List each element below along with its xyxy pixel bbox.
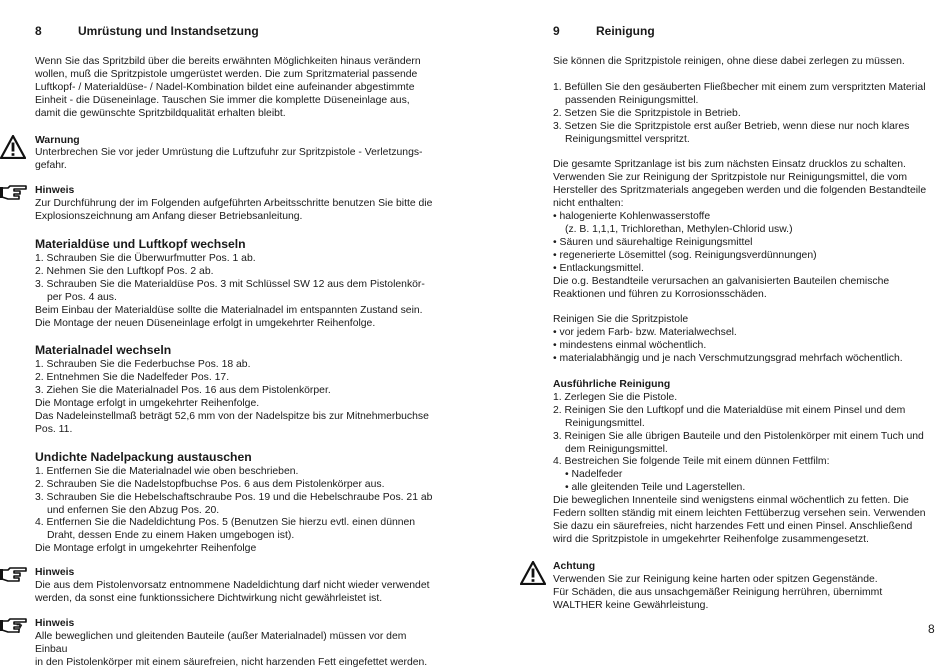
page-number: 8 [928,622,935,636]
paragraph [553,159,938,301]
list-item-continued: dem Reinigungsmittel. [565,443,668,455]
list-item: 1. Zerlegen Sie die Pistole. [553,391,678,403]
text-line: Verwenden Sie zur Reinigung keine harten oder spitzen Gegenstände. [553,573,878,585]
text-line: WALTHER keine Gewährleistung. [553,599,709,611]
right-column [553,24,938,612]
text-line: Die beweglichen Innenteile sind wenigstens einmal wöchentlich zu fetten. Die [553,495,909,507]
hint-note [35,567,440,606]
text-line: Reaktionen und führen zu Korrosionsschäden. [553,288,767,300]
list-item: 1. Befüllen Sie den gesäuberten Fließbecher mit einem zum verspritzten Material [553,81,926,93]
chapter-title: Umrüstung und Instandsetzung [78,24,259,38]
bullet-item: • vor jedem Farb- bzw. Materialwechsel. [553,327,737,339]
text-line: Verwenden Sie zur Reinigung der Spritzpistole nur Reinigungsmittel, die vom [553,172,908,184]
pointing-hand-icon [0,185,28,201]
list-item: 2. Setzen Sie die Spritzpistole in Betrieb. [553,107,741,119]
text-line: Hersteller des Spritzmaterials angegeben werden und die folgenden Bestandteile [553,185,927,197]
hint-title: Hinweis [35,185,75,197]
text-line: Die Montage erfolgt in umgekehrter Reihenfolge. [35,398,260,410]
bullet-item: • Nadelfeder [565,469,623,481]
text-line: Das Nadeleinstellmaß beträgt 52,6 mm von der Nadelspitze bis zur Mitnehmerbuchse [35,411,429,423]
text-line: Wenn Sie das Spritzbild über die bereits erwähnten Möglichkeiten hinaus verändern [35,56,421,67]
text-line: Luftkopf- / Materialdüse- / Nadel-Kombination bildet eine aufeinander abgestimmte [35,81,415,93]
text-line: gefahr. [35,160,67,172]
section-title: Undichte Nadelpackung austauschen [35,449,252,464]
paragraph [553,314,938,366]
text-line: Federn sollten ständig mit einem leichten Fettüberzug versehen sein. Verwenden [553,508,926,520]
list-item: 3. Setzen Sie die Spritzpistole erst außer Betrieb, wenn diese nur noch klares [553,120,910,132]
pointing-hand-icon [0,567,28,583]
text-line: Die o.g. Bestandteile verursachen an galvanisierten Bauteilen chemische [553,275,890,287]
list-item: 3. Reinigen Sie alle übrigen Bauteile und den Pistolenkörper mit einem Tuch und [553,430,924,442]
page-number: 7 [16,622,23,636]
text-line: Zur Durchführung der im Folgenden aufgeführten Arbeitsschritte benutzen Sie bitte die [35,198,433,210]
list-item-continued: Reinigungsmittel. [565,417,645,429]
text-line: wollen, muß die Spritzpistole umgerüstet werden. Die zum Spritzmaterial passende [35,68,418,80]
list-item: 2. Nehmen Sie den Luftkopf Pos. 2 ab. [35,265,214,277]
warning-triangle-icon [520,561,546,585]
list-item-continued: Reinigungsmittel verspritzt. [565,133,690,145]
warning-title: Warnung [35,134,80,146]
list-item: 2. Entnehmen Sie die Nadelfeder Pos. 17. [35,372,230,384]
text-line: werden, da sonst eine funktionssichere Dichtwirkung nicht gewährleistet ist. [35,593,383,604]
section-title: Ausführliche Reinigung [553,379,671,391]
text-line: Pos. 11. [35,423,73,435]
text-line: Alle beweglichen und gleitenden Bauteile (außer Materialnadel) müssen vor dem Einbau [35,630,407,655]
text-line: in den Pistolenkörper mit einem säurefreien, nicht harzenden Fett eingefettet werden. [35,656,428,668]
list-item: 3. Schrauben Sie die Hebelschaftschraube Pos. 19 und die Hebelschraube Pos. 21 ab [35,491,433,503]
warning-note [35,135,440,174]
text-line: Reinigen Sie die Spritzpistole [553,314,689,326]
list-item: 1. Schrauben Sie die Federbuchse Pos. 18 ab. [35,359,251,371]
text-line: Die Montage erfolgt in umgekehrter Reihenfolge [35,543,257,555]
bullet-item: • materialabhängig und je nach Verschmutzungsgrad mehrfach wöchentlich. [553,353,903,365]
list-item-continued: per Pos. 4 aus. [47,291,117,303]
intro-paragraph [553,56,938,69]
text-line: Beim Einbau der Materialdüse sollte die Materialnadel im entspannten Zustand sein. [35,304,423,316]
list-item: 4. Bestreichen Sie folgende Teile mit einem dünnen Fettfilm: [553,456,830,468]
step-list [553,82,938,147]
page-right [475,0,950,660]
caution-title: Achtung [553,560,596,572]
text-line: wird die Spritzpistole in umgekehrter Reihenfolge zusammengesetzt. [553,533,869,545]
list-item-continued: und enfernen Sie den Abzug Pos. 20. [47,504,220,516]
bullet-item-continued: (z. B. 1,1,1, Trichlorethan, Methylen-Chlorid usw.) [565,223,793,235]
list-item: 2. Schrauben Sie die Nadelstopfbuchse Pos. 6 aus dem Pistolenkörper aus. [35,478,385,490]
hint-note [35,185,440,224]
intro-paragraph [35,56,440,121]
bullet-item: • Säuren und säurehaltige Reinigungsmittel [553,236,753,248]
list-item: 4. Entfernen Sie die Nadeldichtung Pos. 5 (Benutzen Sie hierzu evtl. einen dünnen [35,517,416,529]
left-column [35,24,440,670]
bullet-item: • regenerierte Lösemittel (sog. Reinigungsverdünnungen) [553,249,817,261]
text-line: Sie dazu ein säurefreies, nicht harzendes Fett und einen Pinsel. Anschließend [553,521,913,532]
text-line: Die Montage der neuen Düseneinlage erfolgt in umgekehrter Reihenfolge. [35,317,376,329]
section-title: Materialdüse und Luftkopf wechseln [35,236,246,251]
chapter-heading [553,24,938,38]
detailed-cleaning [553,379,938,547]
list-item: 1. Schrauben Sie die Überwurfmutter Pos. 1 ab. [35,252,256,264]
chapter-heading [35,24,440,38]
list-item: 2. Reinigen Sie den Luftkopf und die Materialdüse mit einem Pinsel und dem [553,404,906,416]
text-line: Unterbrechen Sie vor jeder Umrüstung die Luftzufuhr zur Spritzpistole - Verletzungs- [35,147,423,159]
hint-note [35,618,440,670]
section-title: Materialnadel wechseln [35,343,172,358]
hint-title: Hinweis [35,617,75,629]
chapter-number: 9 [553,24,560,38]
chapter-number: 8 [35,24,42,38]
text-line: Einheit - die Düseneinlage. Tauschen Sie immer die komplette Düseneinlage aus, [35,94,410,106]
list-item-continued: passenden Reinigungsmittel. [565,94,699,106]
text-line: damit die gewünschte Spritzbildqualität erhalten bleibt. [35,107,286,119]
pointing-hand-icon [0,618,28,634]
caution-note [553,561,938,613]
list-item: 3. Schrauben Sie die Materialdüse Pos. 3 mit Schlüssel SW 12 aus dem Pistolenkör- [35,278,425,290]
text-line: nicht enthalten: [553,198,624,210]
bullet-item: • mindestens einmal wöchentlich. [553,340,707,352]
text-line: Die gesamte Spritzanlage ist bis zum nächsten Einsatz drucklos zu schalten. [553,159,906,171]
hint-title: Hinweis [35,567,75,579]
text-line: Für Schäden, die aus unsachgemäßer Reinigung herrühren, übernimmt [553,586,883,598]
warning-triangle-icon [0,135,26,159]
bullet-item: • Entlackungsmittel. [553,262,644,274]
list-item-continued: Draht, dessen Ende zu einem Haken umgebogen ist). [47,530,295,542]
bullet-item: • alle gleitenden Teile und Lagerstellen. [565,482,746,494]
bullet-item: • halogenierte Kohlenwasserstoffe [553,211,711,223]
chapter-title: Reinigung [596,24,655,38]
text-line: Die aus dem Pistolenvorsatz entnommene Nadeldichtung darf nicht wieder verwendet [35,580,430,592]
text-line: Explosionszeichnung am Anfang dieser Betriebsanleitung. [35,211,303,223]
list-item: 3. Ziehen Sie die Materialnadel Pos. 16 aus dem Pistolenkörper. [35,385,331,397]
page-left [0,0,475,668]
text-line: Sie können die Spritzpistole reinigen, ohne diese dabei zerlegen zu müssen. [553,56,905,67]
list-item: 1. Entfernen Sie die Materialnadel wie oben beschrieben. [35,465,299,477]
